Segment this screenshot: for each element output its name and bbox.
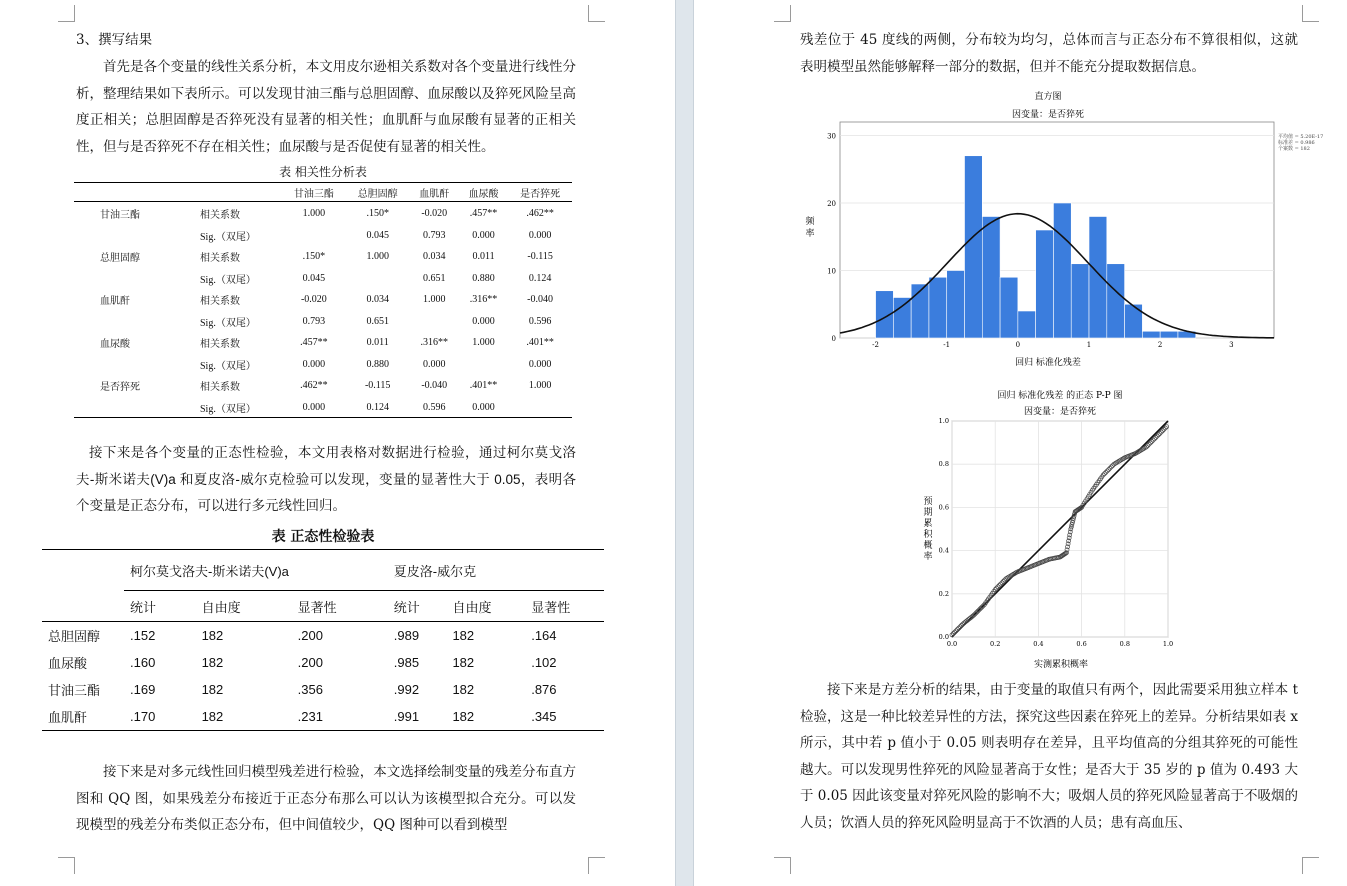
histogram-bar [1125, 304, 1143, 338]
row-header: 血尿酸 [48, 656, 88, 671]
table-cell: -0.020 [300, 294, 327, 305]
table-row [74, 288, 572, 311]
x-tick-label: 0.4 [1033, 640, 1044, 648]
y-axis-label [923, 496, 933, 562]
column-header: 自由度 [196, 591, 292, 622]
column-header: 是否猝死 [508, 183, 572, 202]
table-cell: .152 [130, 628, 156, 643]
table-cell: .200 [297, 628, 323, 643]
y-tick-label: 0.6 [938, 503, 949, 512]
x-axis-label: 回归 标准化残差 [1015, 358, 1081, 368]
table-row [74, 331, 572, 354]
column-group-header: 柯尔莫戈洛夫-斯米诺夫(V)a [124, 550, 388, 591]
x-tick-label: 1.0 [1162, 640, 1174, 648]
table-cell: 182 [201, 682, 224, 697]
x-tick-label: 0.2 [990, 640, 1001, 648]
table-cell: -0.020 [421, 208, 448, 219]
table-cell [508, 397, 572, 418]
y-tick-label: 0.8 [938, 460, 949, 469]
row-subheader: Sig.（双尾） [178, 397, 282, 418]
y-tick-label: 0.2 [938, 589, 949, 598]
table-caption: 表 正态性检验表 [271, 529, 375, 545]
y-tick-label: 30 [827, 132, 836, 141]
table-cell: 0.793 [422, 229, 446, 241]
margin-mark [1302, 857, 1319, 874]
table-cell: 1.000 [422, 294, 446, 305]
table-cell: -0.040 [421, 380, 448, 391]
table-cell: 0.000 [472, 315, 495, 327]
x-tick-label: 0.8 [1119, 640, 1130, 648]
table-cell: -0.115 [364, 380, 391, 391]
table-cell: 0.000 [282, 397, 346, 418]
table-cell: 0.000 [472, 229, 495, 241]
row-subheader: 相关系数 [200, 339, 240, 350]
y-axis-label-char: 概 [923, 541, 933, 551]
histogram-bar [1000, 277, 1018, 338]
table-cell: 182 [446, 703, 525, 731]
y-tick-label: 0 [831, 335, 836, 343]
table-cell: 0.651 [422, 272, 446, 284]
row-subheader: Sig.（双尾） [200, 317, 256, 329]
histogram-bar [1107, 264, 1125, 338]
table-cell: 0.793 [302, 315, 326, 327]
table-cell: 0.000 [528, 358, 552, 370]
table-cell: .462** [300, 380, 328, 391]
y-axis-label-char: 率 [923, 552, 933, 562]
pp-plot-chart [924, 386, 1194, 676]
column-header: 显著性 [292, 591, 388, 622]
table-row [42, 703, 604, 731]
table-row [74, 245, 572, 268]
table-cell: 0.124 [346, 397, 410, 418]
table-cell [459, 354, 508, 374]
margin-mark [588, 5, 605, 22]
y-tick-label: 0.4 [938, 546, 949, 555]
table-cell: .150* [366, 208, 389, 219]
table-cell: .150* [302, 251, 326, 262]
table-cell: .160 [130, 655, 156, 670]
table-cell: 0.880 [366, 358, 389, 370]
table-cell: 182 [452, 628, 475, 643]
margin-mark [588, 857, 605, 874]
table-cell: 0.045 [366, 229, 389, 241]
section-heading[interactable]: 3、撰写结果 [76, 32, 153, 48]
table-cell: 0.034 [366, 294, 389, 305]
column-header: 总胆固醇 [346, 183, 410, 202]
histogram-bar [1018, 311, 1036, 338]
y-axis-label-char: 累 [923, 519, 933, 529]
table-cell: .989 [393, 628, 420, 643]
paragraph[interactable]: 接下来是对多元线性回归模型残差进行检验，本文选择绘制变量的残差分布直方图和 QQ 图，如果残差分布接近于正态分布那么可以认为该模型拟合充分。可以发现模型的残差分布类似正态分布，但中间值较少，QQ 图种可以看到模型 [76, 764, 576, 833]
table-cell: .985 [393, 655, 420, 670]
table-cell: .102 [531, 655, 557, 670]
paragraph[interactable]: 接下来是各个变量的正态性检验，本文用表格对数据进行检验，通过柯尔莫戈洛夫-斯米诺夫(V)a 和夏皮洛-威尔克检验可以发现，变量的显著性大于 0.05，表明各个变量是正态分布，可以进行多元线性回归。 [76, 445, 576, 513]
histogram-bar [947, 271, 965, 339]
x-tick-label: 0 [1015, 341, 1021, 349]
row-header: 甘油三酯 [48, 683, 101, 698]
table-row [74, 354, 572, 374]
chart-subtitle: 因变量：是否猝死 [1011, 110, 1085, 120]
column-header: 血肌酐 [410, 183, 459, 202]
row-header: 血肌酐 [100, 296, 130, 307]
table-cell: .345 [525, 703, 604, 731]
document-page-right [694, 0, 1347, 886]
row-header: 总胆固醇 [48, 629, 101, 644]
table-cell: 0.596 [528, 315, 552, 327]
table-cell: 1.000 [366, 251, 389, 262]
chart-title: 回归 标准化残差 的正态 P-P 图 [997, 391, 1123, 401]
table-cell: .401** [526, 337, 554, 348]
column-group-header: 夏皮洛-威尔克 [388, 550, 604, 591]
histogram-bar [1089, 217, 1107, 339]
table-cell: 0.651 [366, 315, 389, 327]
table-cell: 0.000 [422, 358, 446, 370]
x-tick-label: 1 [1086, 341, 1092, 349]
table-cell: .164 [531, 628, 557, 643]
chart-stat-text: 平均值 = 5.20E-17 [1278, 134, 1324, 140]
y-axis-label-char: 预 [923, 497, 933, 507]
chart-title: 直方图 [1034, 92, 1062, 102]
row-subheader: Sig.（双尾） [200, 274, 256, 286]
table-row [74, 225, 572, 245]
row-header: 血肌酐 [42, 703, 124, 731]
y-tick-label: 0.0 [938, 633, 949, 641]
column-header: 统计 [124, 591, 196, 622]
y-tick-label: 1.0 [938, 417, 949, 425]
row-subheader: 相关系数 [200, 253, 240, 264]
histogram-bar [911, 284, 929, 338]
table-cell: .401** [469, 380, 498, 391]
table-cell: .876 [531, 682, 557, 697]
margin-mark [774, 857, 791, 874]
table-cell: .170 [124, 703, 196, 731]
chart-subtitle: 因变量：是否猝死 [1023, 407, 1097, 417]
margin-mark [58, 857, 75, 874]
table-row [74, 268, 572, 288]
paragraph[interactable]: 残差位于 45 度线的两侧，分布较为均匀，总体而言与正态分布不算很相似，这就表明模型虽然能够解释一部分的数据，但并不能充分提取数据信息。 [800, 32, 1298, 75]
table-cell: .169 [130, 682, 156, 697]
histogram-bar [965, 156, 983, 338]
histogram-bar [929, 277, 947, 338]
column-header: 甘油三酯 [282, 183, 346, 202]
table-cell: 0.000 [459, 397, 508, 418]
histogram-bar [1142, 331, 1160, 338]
table-cell: -0.040 [527, 294, 554, 305]
row-header: 是否猝死 [100, 382, 140, 393]
table-cell: 182 [196, 703, 292, 731]
table-caption: 表 相关性分析表 [279, 165, 367, 179]
table-cell: .231 [292, 703, 388, 731]
histogram-chart [794, 84, 1324, 374]
row-subheader: Sig.（双尾） [200, 231, 256, 243]
table-cell: 0.596 [410, 397, 459, 418]
table-cell: .316** [420, 337, 448, 348]
y-axis-label-char: 期 [923, 508, 933, 518]
table-row [74, 374, 572, 397]
table-cell: .200 [297, 655, 323, 670]
page-gutter [675, 0, 694, 886]
table-cell [346, 268, 410, 288]
table-cell: 182 [201, 628, 224, 643]
table-cell: 182 [452, 655, 475, 670]
histogram-bar [1053, 203, 1071, 338]
table-cell: 0.124 [528, 272, 552, 284]
x-tick-label: 0.0 [946, 640, 958, 648]
row-subheader: 相关系数 [200, 382, 240, 393]
paragraph[interactable]: 接下来是方差分析的结果，由于变量的取值只有两个，因此需要采用独立样本 t 检验，这是一种比较差异性的方法，探究这些因素在猝死上的差异。分析结果如表 x 所示，其中若 p 值小于 0.05 则表明存在差异，且平均值高的分组其猝死的可能性越大。可以发现男性猝死的风险显著高于女性；是否大于 35 岁的 p 值为 0.493 大于 0.05 因此该变量对猝死风险的影响不大；吸烟人员的猝死风险显著高于不吸烟的人员；饮酒人员的猝死风险明显高于不饮酒的人员；患有高血压、 [800, 682, 1298, 831]
table-cell: 0.045 [302, 272, 326, 284]
margin-mark [774, 5, 791, 22]
histogram-bar [1160, 331, 1178, 338]
table-row [74, 397, 572, 418]
table-row [74, 202, 572, 226]
table-cell: 1.000 [472, 337, 495, 348]
x-tick-label: -1 [943, 341, 951, 349]
table-cell [410, 311, 459, 331]
row-header: 血尿酸 [100, 339, 130, 350]
table-cell: .992 [393, 682, 420, 697]
table-cell: -0.115 [527, 251, 553, 262]
x-tick-label: 3 [1229, 341, 1234, 349]
row-subheader: Sig.（双尾） [200, 360, 256, 372]
column-header: 血尿酸 [459, 183, 508, 202]
row-subheader: 相关系数 [200, 210, 240, 221]
x-tick-label: 0.6 [1076, 640, 1087, 648]
row-header: 甘油三酯 [100, 210, 140, 221]
table-cell [282, 225, 346, 245]
column-header: 统计 [388, 591, 447, 622]
paragraph[interactable]: 首先是各个变量的线性关系分析，本文用皮尔逊相关系数对各个变量进行线性分析，整理结果如下表所示。可以发现甘油三酯与总胆固醇、血尿酸以及猝死风险呈高度正相关；总胆固醇是否猝死没有显著的相关性；血肌酐与血尿酸有显著的正相关性，但与是否猝死不存在相关性；血尿酸与是否促使有显著的相关性。 [76, 59, 576, 155]
table-row [42, 649, 604, 676]
table-cell: 0.011 [472, 251, 495, 262]
y-axis-label-char: 频 [805, 217, 815, 227]
table-cell: .316** [469, 294, 498, 305]
table-cell: .991 [388, 703, 447, 731]
table-cell: 0.880 [472, 272, 495, 284]
table-cell: 182 [201, 655, 224, 670]
y-axis-label-char: 积 [923, 530, 933, 540]
column-header: 自由度 [446, 591, 525, 622]
histogram-bar [1036, 230, 1054, 338]
x-axis-label: 实测累积概率 [1033, 660, 1089, 670]
table-cell: 182 [452, 682, 475, 697]
y-axis-label [805, 215, 815, 239]
table-row [42, 622, 604, 650]
histogram-bar [1071, 264, 1089, 338]
margin-mark [58, 5, 75, 22]
table-cell: 0.000 [528, 229, 552, 241]
table-cell: 0.034 [422, 251, 446, 262]
x-tick-label: -2 [872, 341, 879, 349]
histogram-bar [982, 217, 1000, 339]
row-subheader: 相关系数 [200, 296, 240, 307]
margin-mark [1302, 5, 1319, 22]
y-tick-label: 20 [827, 200, 836, 208]
histogram-bar [893, 298, 911, 339]
x-tick-label: 2 [1157, 341, 1163, 349]
table-cell: .457** [469, 208, 498, 219]
table-cell: 0.011 [366, 337, 389, 348]
table-cell: 1.000 [528, 380, 552, 391]
table-cell: .462** [526, 208, 554, 219]
correlation-table [74, 182, 572, 418]
table-cell: 0.000 [302, 358, 326, 370]
chart-stat-text: 标准差 = 0.986 [1278, 140, 1315, 146]
y-axis-label-char: 率 [805, 229, 815, 239]
table-cell: 1.000 [302, 208, 326, 219]
column-header: 显著性 [525, 591, 604, 622]
y-tick-label: 10 [827, 267, 836, 276]
table-row [74, 311, 572, 331]
chart-stat-text: 个案数 = 182 [1278, 146, 1310, 152]
table-row [42, 676, 604, 703]
row-header: 总胆固醇 [100, 253, 140, 264]
normality-table [42, 549, 604, 731]
table-cell: .356 [297, 682, 323, 697]
chart-stats-legend [1278, 133, 1323, 152]
table-cell: .457** [300, 337, 328, 348]
